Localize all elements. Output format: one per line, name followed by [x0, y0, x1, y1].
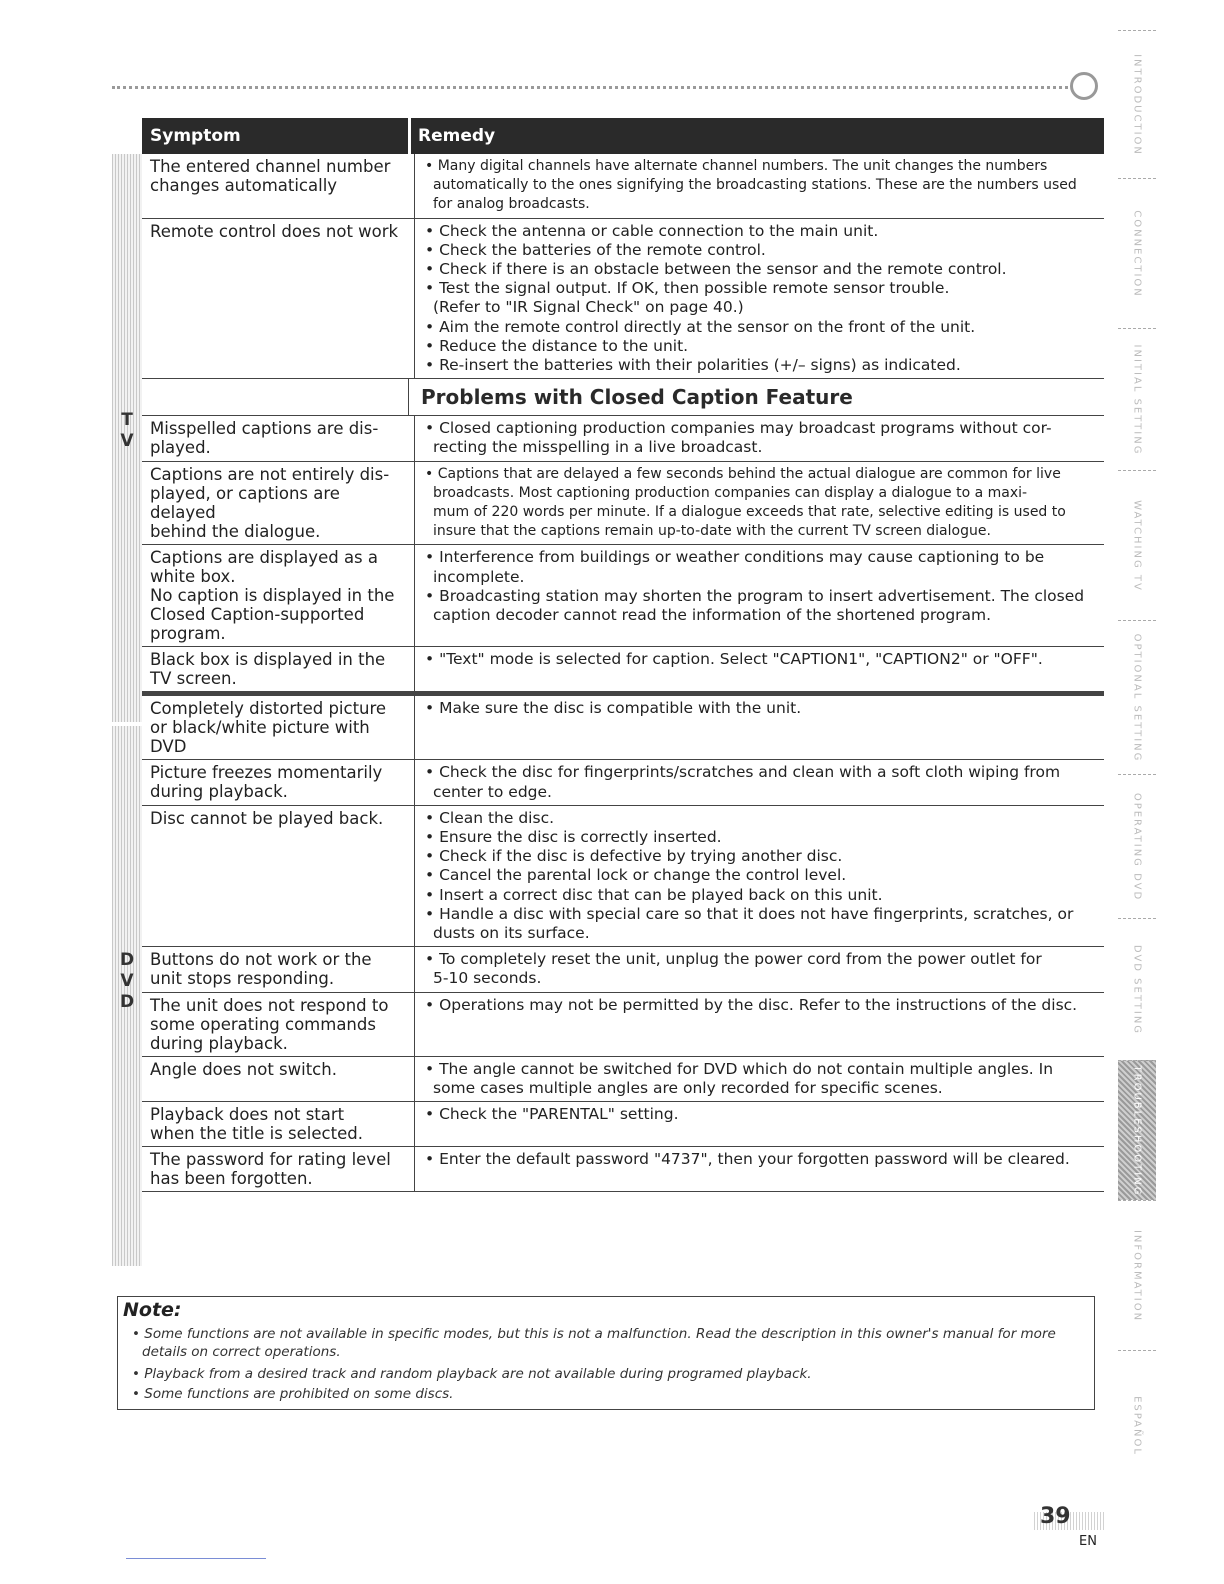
remedy-cell: [415, 696, 1104, 759]
remedy-line: • Check the disc for fingerprints/scratches and clean with a soft cloth wiping from: [425, 763, 1061, 782]
remedy-line: • Broadcasting station may shorten the program to insert advertisement. The closed: [425, 586, 1085, 605]
nav-initial-setting[interactable]: INITIAL SETTING: [1118, 328, 1156, 470]
symptom-line: unit stops responding.: [150, 969, 335, 989]
remedy-cell: [415, 760, 1104, 804]
remedy-line: • Re-insert the batteries with their polarities (+/– signs) as indicated.: [425, 356, 961, 375]
table-row: [142, 760, 1104, 805]
section-heading: [142, 379, 1104, 416]
note-line: • Some functions are not available in specific modes, but this is not a malfunction. Read the description in this owner's manual for more: [132, 1326, 1056, 1342]
remedy-line: • Captions that are delayed a few seconds behind the actual dialogue are common for live: [425, 465, 1061, 482]
symptom-line: when the title is selected.: [150, 1124, 363, 1144]
symptom-cell: [142, 416, 415, 460]
table-row: [142, 1057, 1104, 1102]
note-line: • Some functions are prohibited on some discs.: [132, 1386, 454, 1402]
remedy-line: • Cancel the parental lock or change the control level.: [425, 866, 847, 885]
nav-watching-tv[interactable]: WATCHING TV: [1118, 470, 1156, 620]
remedy-line: • Check the antenna or cable connection to the main unit.: [425, 221, 879, 240]
table-row: [142, 545, 1104, 647]
remedy-line: • Check the batteries of the remote control.: [425, 240, 766, 259]
remedy-line: • Closed captioning production companies may broadcast programs without cor-: [425, 419, 1052, 438]
nav-optional-setting[interactable]: OPTIONAL SETTING: [1118, 620, 1156, 774]
symptom-line: Completely distorted picture: [150, 699, 387, 719]
table-row: [142, 647, 1104, 692]
remedy-line: • Reduce the distance to the unit.: [425, 336, 689, 355]
remedy-cell: [415, 1057, 1104, 1101]
table-row: [142, 154, 1104, 219]
symptom-line: The password for rating level: [150, 1150, 391, 1170]
remedy-line: • Operations may not be permitted by the disc. Refer to the instructions of the disc.: [425, 995, 1078, 1014]
symptom-cell: [142, 154, 415, 218]
symptom-line: Closed Caption-supported: [150, 605, 365, 625]
remedy-line: • To completely reset the unit, unplug the power cord from the power outlet for: [425, 950, 1042, 969]
top-dotted-rule: [112, 86, 1080, 89]
nav-operating-dvd[interactable]: OPERATING DVD: [1118, 774, 1156, 918]
remedy-cell: [415, 545, 1104, 646]
symptom-cell: [142, 947, 415, 991]
remedy-cell: [415, 462, 1104, 545]
symptom-cell: [142, 696, 415, 759]
symptom-header: Symptom: [150, 126, 241, 146]
remedy-line: recting the misspelling in a live broadcast.: [433, 438, 763, 457]
remedy-line: mum of 220 words per minute. If a dialogue exceeds that rate, selective editing is used to: [433, 504, 1066, 521]
nav-introduction[interactable]: INTRODUCTION: [1118, 30, 1156, 178]
remedy-cell: [415, 947, 1104, 991]
symptom-line: during playback.: [150, 782, 288, 802]
remedy-line: • Check if the disc is defective by trying another disc.: [425, 847, 843, 866]
symptom-line: during playback.: [150, 1033, 288, 1053]
remedy-line: 5-10 seconds.: [433, 969, 542, 988]
nav-troubleshooting[interactable]: TROUBLESHOOTING: [1118, 1060, 1156, 1200]
remedy-line: some cases multiple angles are only recorded for specific scenes.: [433, 1078, 943, 1097]
remedy-cell: [415, 154, 1104, 218]
symptom-line: played, or captions are delayed: [150, 483, 340, 522]
nav-connection[interactable]: CONNECTION: [1118, 178, 1156, 328]
remedy-line: for analog broadcasts.: [433, 196, 590, 213]
remedy-line: automatically to the ones signifying the broadcasting stations. These are the numbers used: [433, 177, 1077, 194]
remedy-cell: [415, 219, 1104, 379]
table-row: [142, 1147, 1104, 1192]
symptom-line: Picture freezes momentarily: [150, 763, 383, 783]
symptom-line: TV screen.: [150, 669, 237, 689]
remedy-line: • The angle cannot be switched for DVD which do not contain multiple angles. In: [425, 1059, 1054, 1078]
symptom-line: Black box is displayed in the: [150, 650, 386, 670]
symptom-cell: [142, 1147, 415, 1191]
remedy-line: • Clean the disc.: [425, 808, 555, 827]
table-row: [142, 416, 1104, 461]
remedy-cell: [415, 647, 1104, 691]
table-row: [142, 947, 1104, 992]
symptom-cell: [142, 806, 415, 946]
remedy-line: • Many digital channels have alternate channel numbers. The unit changes the numbers: [425, 158, 1048, 174]
symptom-line: changes automatically: [150, 176, 338, 195]
symptom-line: Disc cannot be played back.: [150, 808, 384, 828]
symptom-cell: [142, 545, 415, 646]
symptom-cell: [142, 1057, 415, 1101]
symptom-line: The unit does not respond to: [150, 995, 389, 1015]
troubleshooting-table: [142, 118, 1104, 1192]
symptom-line: Misspelled captions are dis-: [150, 419, 379, 439]
symptom-line: behind the dialogue.: [150, 521, 321, 541]
symptom-line: Playback does not start: [150, 1105, 345, 1125]
note-line: details on correct operations.: [142, 1344, 341, 1360]
table-row: [142, 1102, 1104, 1147]
remedy-cell: [415, 1147, 1104, 1191]
remedy-line: broadcasts. Most captioning production companies can display a dialogue to a maxi-: [433, 484, 1028, 501]
symptom-line: Captions are displayed as a: [150, 548, 379, 568]
remedy-line: • Test the signal output. If OK, then possible remote sensor trouble.: [425, 279, 950, 298]
top-circle-ornament: [1070, 72, 1098, 100]
symptom-cell: [142, 219, 415, 379]
table-header: [142, 118, 1104, 154]
remedy-line: • Insert a correct disc that can be played back on this unit.: [425, 885, 883, 904]
note-title: Note:: [123, 1299, 182, 1321]
symptom-line: Buttons do not work or the: [150, 950, 372, 970]
symptom-line: No caption is displayed in the: [150, 586, 395, 606]
remedy-line: insure that the captions remain up-to-date with the current TV screen dialogue.: [433, 523, 991, 540]
remedy-line: center to edge.: [433, 782, 552, 801]
remedy-line: • Enter the default password "4737", then your forgotten password will be cleared.: [425, 1150, 1070, 1169]
chapter-nav: [1118, 30, 1156, 1500]
symptom-line: white box.: [150, 567, 236, 587]
remedy-line: • "Text" mode is selected for caption. Select "CAPTION1", "CAPTION2" or "OFF".: [425, 650, 1043, 669]
symptom-line: program.: [150, 624, 226, 644]
remedy-cell: [415, 993, 1104, 1056]
symptom-line: has been forgotten.: [150, 1169, 313, 1189]
symptom-line: Remote control does not work: [150, 221, 399, 241]
remedy-line: • Ensure the disc is correctly inserted.: [425, 828, 722, 847]
closed-caption-section-title: Problems with Closed Caption Feature: [421, 385, 853, 410]
symptom-cell: [142, 760, 415, 804]
remedy-line: • Check the "PARENTAL" setting.: [425, 1105, 679, 1124]
remedy-line: • Make sure the disc is compatible with the unit.: [425, 699, 802, 718]
nav-information[interactable]: INFORMATION: [1118, 1200, 1156, 1350]
table-row: [142, 993, 1104, 1057]
remedy-line: • Handle a disc with special care so that it does not have fingerprints, scratches, or: [425, 904, 1074, 923]
table-row: [142, 696, 1104, 760]
symptom-line: The entered channel number: [150, 157, 391, 176]
table-row: [142, 219, 1104, 380]
symptom-line: some operating commands: [150, 1014, 376, 1034]
remedy-line: (Refer to "IR Signal Check" on page 40.): [433, 298, 744, 317]
remedy-line: • Aim the remote control directly at the sensor on the front of the unit.: [425, 317, 976, 336]
remedy-line: • Interference from buildings or weather conditions may cause captioning to be: [425, 548, 1045, 567]
note-line: • Playback from a desired track and random playback are not available during programed playback.: [132, 1366, 812, 1382]
remedy-line: • Check if there is an obstacle between the sensor and the remote control.: [425, 260, 1007, 279]
nav-dvd-setting[interactable]: DVD SETTING: [1118, 918, 1156, 1060]
bottom-blue-rule: [126, 1558, 266, 1559]
symptom-cell: [142, 647, 415, 691]
symptom-line: played.: [150, 438, 211, 458]
symptom-cell: [142, 993, 415, 1056]
table-row: [142, 806, 1104, 947]
symptom-line: Captions are not entirely dis-: [150, 464, 390, 484]
remedy-cell: [415, 806, 1104, 946]
remedy-cell: [415, 416, 1104, 460]
symptom-line: Angle does not switch.: [150, 1059, 337, 1079]
dvd-side-label: D V D: [119, 950, 135, 1012]
table-row: [142, 462, 1104, 546]
language-label: EN: [1079, 1534, 1097, 1549]
remedy-line: incomplete.: [433, 567, 525, 586]
note-box: [117, 1296, 1095, 1410]
symptom-cell: [142, 462, 415, 545]
remedy-line: dusts on its surface.: [433, 924, 590, 943]
symptom-line: DVD: [150, 737, 187, 757]
remedy-cell: [415, 1102, 1104, 1146]
tv-side-label: T V: [120, 410, 134, 451]
page-number: 39: [1040, 1504, 1071, 1529]
symptom-cell: [142, 1102, 415, 1146]
symptom-line: or black/white picture with: [150, 718, 370, 738]
nav-espanol[interactable]: ESPAÑOL: [1118, 1350, 1156, 1500]
remedy-header: Remedy: [418, 126, 496, 146]
remedy-line: caption decoder cannot read the information of the shortened program.: [433, 606, 992, 625]
